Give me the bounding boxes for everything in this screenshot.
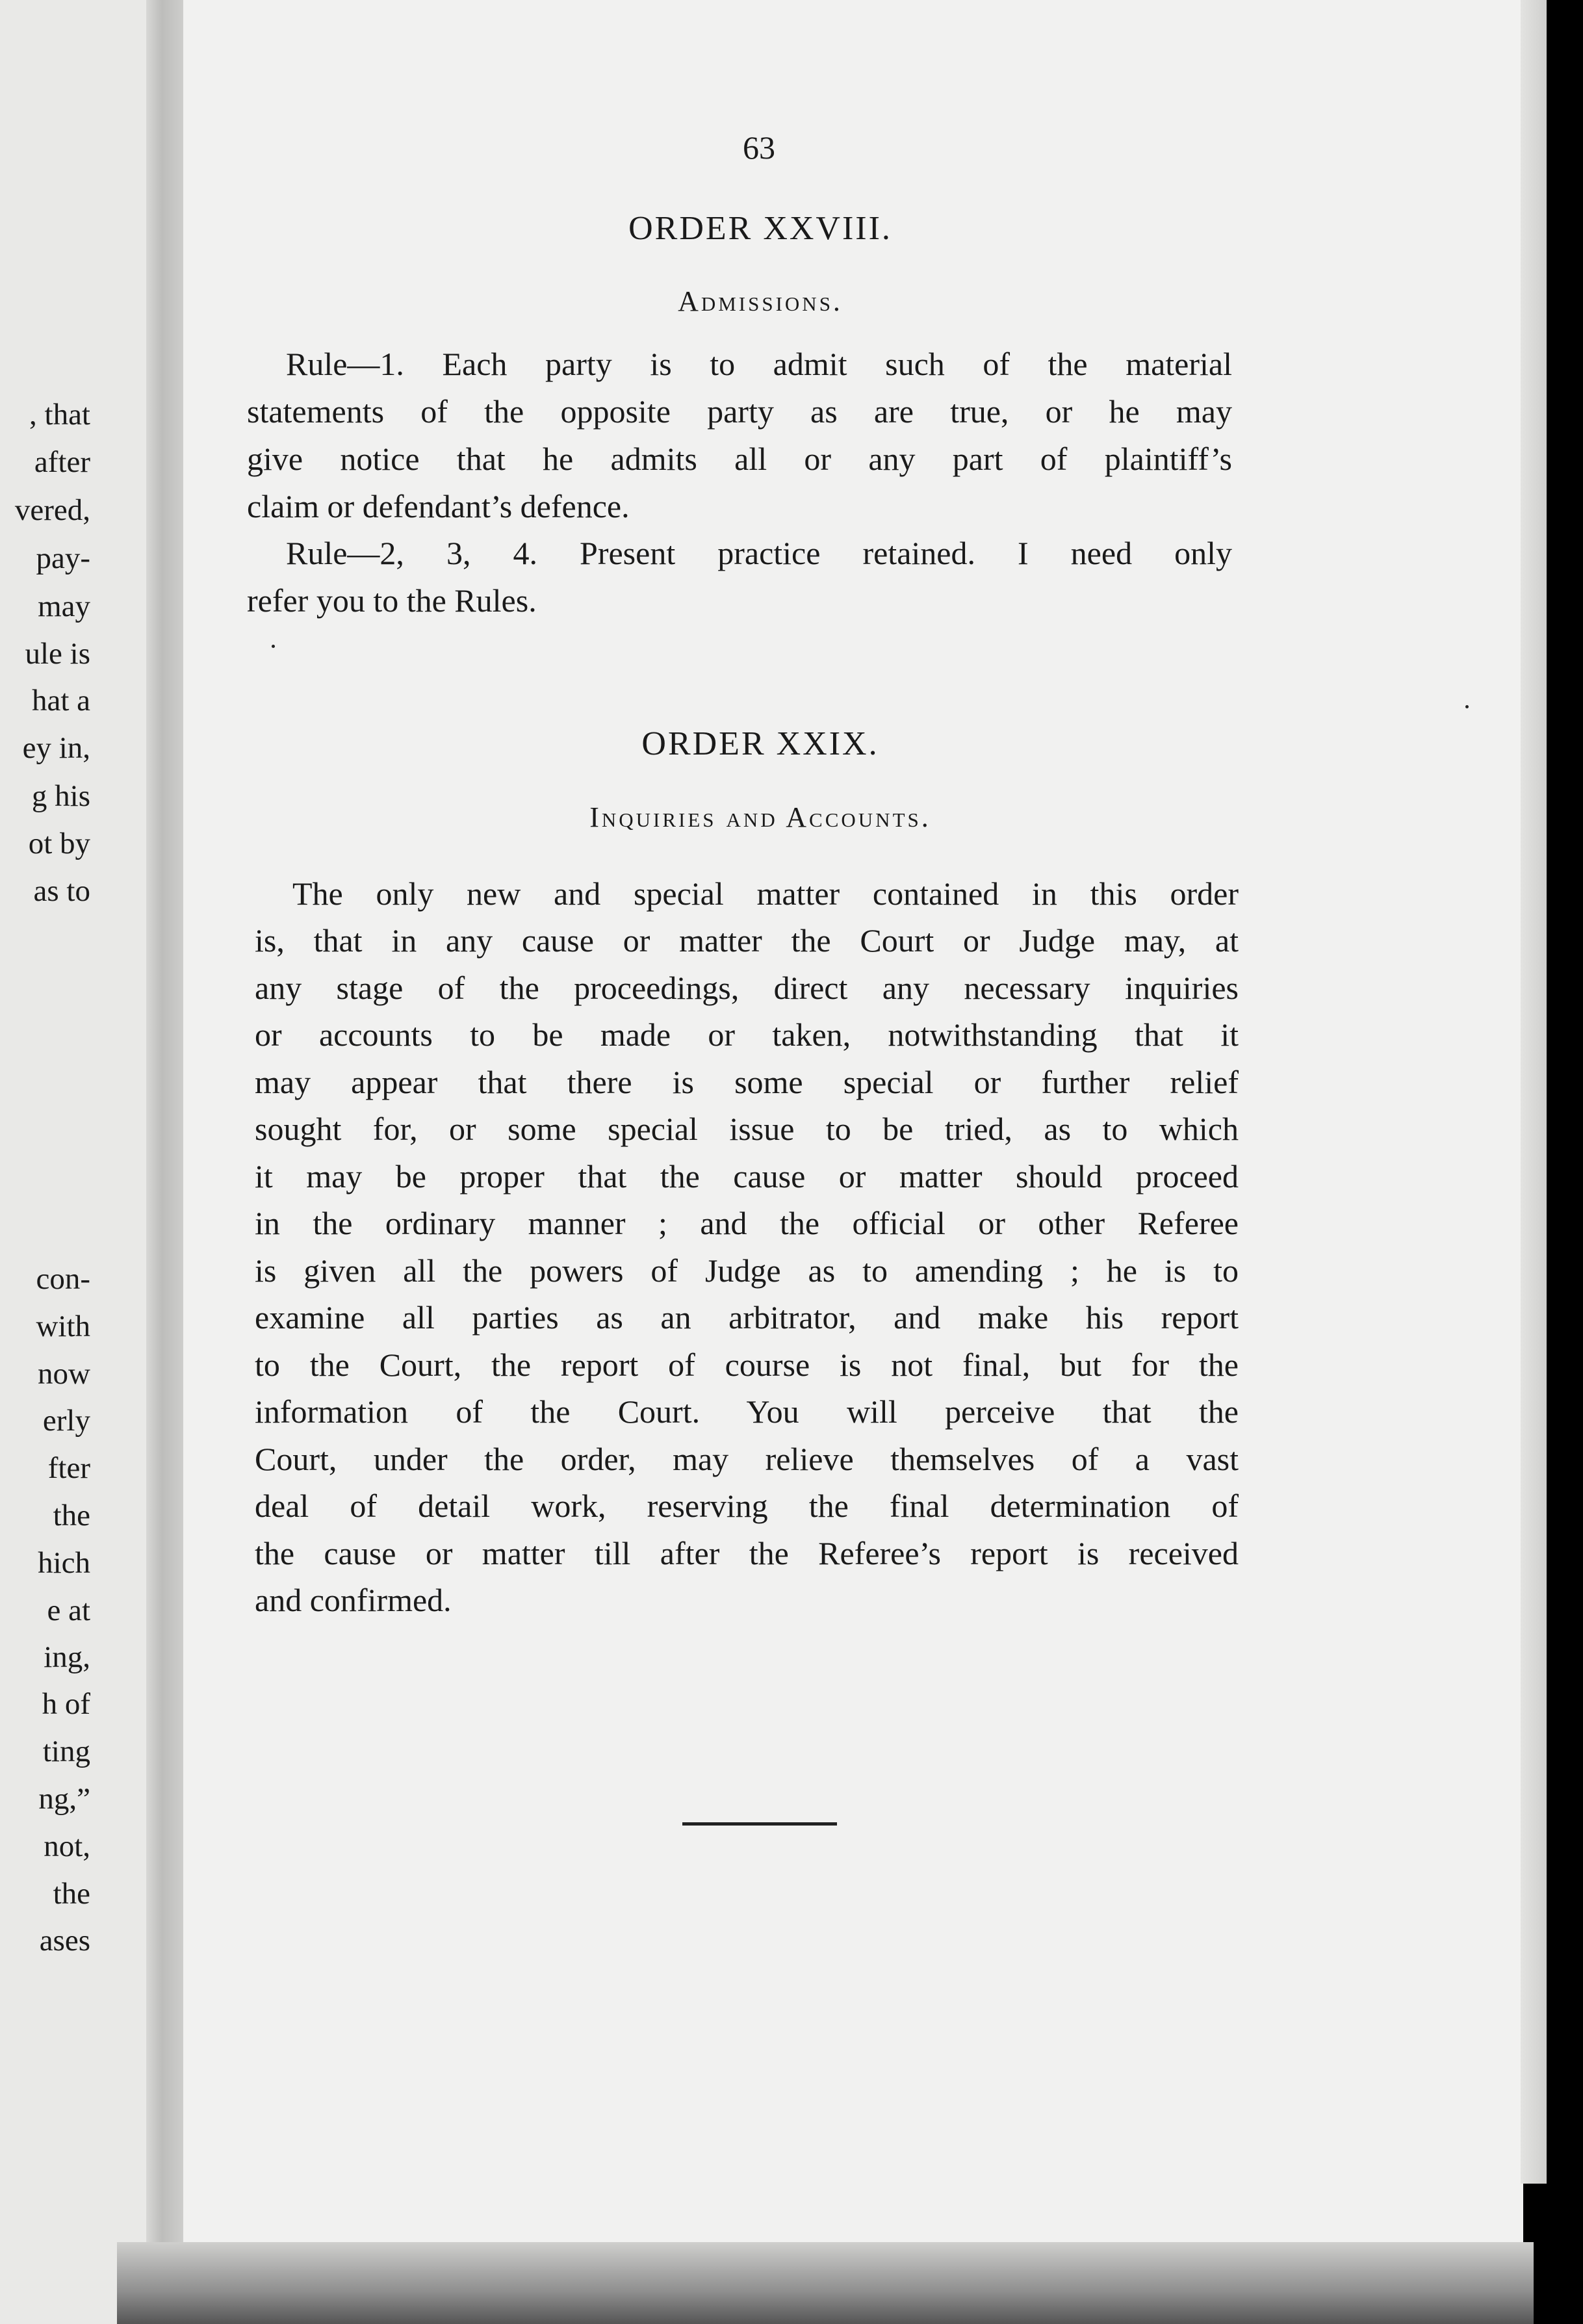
page-edge (1521, 0, 1547, 2184)
paragraph-line: information of the Court. You will perceive that the (255, 1393, 1239, 1430)
facing-page-fragment: hich (38, 1546, 90, 1580)
paragraph-line: and confirmed. (255, 1582, 452, 1618)
facing-page-fragment: fter (47, 1451, 90, 1485)
paragraph-line: it may be proper that the cause or matter should proceed (255, 1158, 1239, 1194)
paragraph-line: is, that in any cause or matter the Court or Judge may, at (255, 922, 1239, 959)
scan-speck (1465, 705, 1469, 708)
section-subheading: Admissions. (678, 285, 843, 317)
section-heading: ORDER XXIX. (641, 725, 879, 762)
facing-page-fragment: e at (47, 1594, 90, 1627)
paragraph-line: The only new and special matter contained in this order (292, 875, 1239, 912)
facing-page-fragment: ey in, (22, 731, 90, 765)
facing-page-fragment: pay- (36, 541, 90, 575)
section-heading: ORDER XXVIII. (628, 210, 892, 247)
paragraph-line: in the ordinary manner ; and the official or other Referee (255, 1205, 1239, 1241)
scan-bottom-edge (117, 2242, 1534, 2324)
paragraph-line: deal of detail work, reserving the final determination of (255, 1488, 1239, 1524)
facing-page-fragment: ases (39, 1924, 90, 1957)
facing-page-fragment: erly (42, 1404, 90, 1438)
paragraph-line: Rule—1. Each party is to admit such of the material (286, 346, 1232, 382)
facing-page-fragment: after (34, 445, 90, 479)
paragraph-line: give notice that he admits all or any part of plaintiff’s (247, 441, 1232, 477)
facing-page-fragment: ting (42, 1735, 90, 1768)
facing-page-fragment: as to (33, 874, 90, 908)
paragraph-line: may appear that there is some special or further relief (255, 1064, 1239, 1100)
facing-page (0, 0, 153, 2324)
facing-page-fragment: may (38, 589, 90, 623)
facing-page-fragment: con- (36, 1262, 90, 1296)
paragraph-line: the cause or matter till after the Referee’s report is received (255, 1535, 1239, 1571)
facing-page-fragment: not, (44, 1829, 90, 1863)
facing-page-fragment: with (36, 1310, 90, 1343)
paragraph-line: to the Court, the report of course is not final, but for the (255, 1347, 1239, 1383)
facing-page-fragment: ng,” (38, 1782, 90, 1816)
paragraph-line: statements of the opposite party as are true, or he may (247, 393, 1232, 430)
facing-page-fragment: vered, (14, 493, 90, 527)
facing-page-fragment: ing, (44, 1640, 90, 1674)
facing-page-fragment: ot by (28, 827, 90, 860)
facing-page-fragment: the (53, 1877, 90, 1911)
paragraph-line: refer you to the Rules. (247, 582, 537, 619)
paragraph-line: examine all parties as an arbitrator, and make his report (255, 1299, 1239, 1336)
page-gutter (146, 0, 185, 2324)
facing-page-fragment: , that (29, 398, 90, 432)
paragraph-line: or accounts to be made or taken, notwithstanding that it (255, 1016, 1239, 1053)
facing-page-fragment: now (38, 1357, 90, 1391)
paragraph-line: claim or defendant’s defence. (247, 488, 630, 524)
page-number: 63 (743, 129, 775, 166)
facing-page-fragment: h of (42, 1687, 90, 1721)
paragraph-line: is given all the powers of Judge as to amending ; he is to (255, 1252, 1239, 1289)
paragraph-line: any stage of the proceedings, direct any necessary inquiries (255, 970, 1239, 1006)
facing-page-fragment: ule is (25, 637, 90, 671)
facing-page-fragment: g his (31, 779, 90, 813)
paragraph-line: sought for, or some special issue to be tried, as to which (255, 1111, 1239, 1147)
section-subheading: Inquiries and Accounts. (589, 801, 931, 833)
paragraph-line: Rule—2, 3, 4. Present practice retained. I need only (286, 535, 1232, 571)
facing-page-fragment: the (53, 1499, 90, 1532)
paragraph-line: Court, under the order, may relieve themselves of a vast (255, 1441, 1239, 1477)
scan-speck (272, 645, 275, 648)
facing-page-fragment: hat a (31, 684, 90, 717)
end-rule (682, 1822, 837, 1826)
